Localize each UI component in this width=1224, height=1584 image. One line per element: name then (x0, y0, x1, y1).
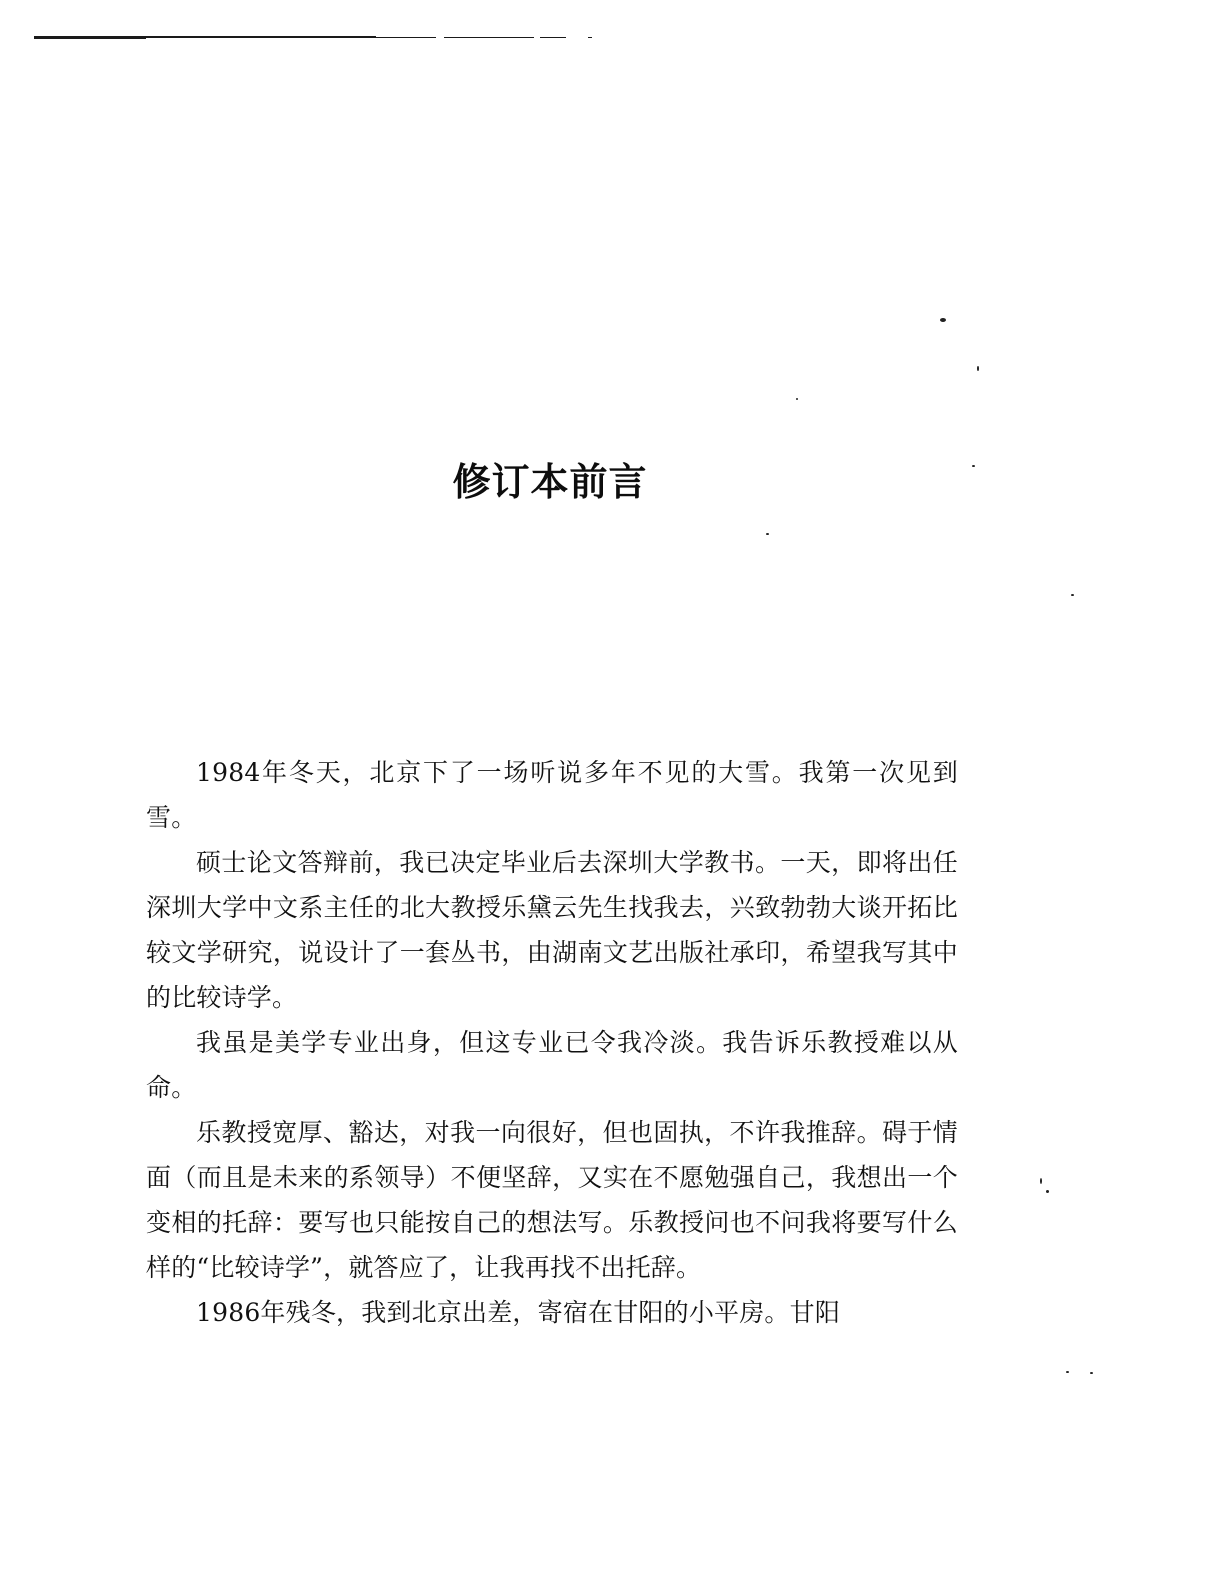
paragraph: 1986年残冬，我到北京出差，寄宿在甘阳的小平房。甘阳 (196, 1298, 841, 1327)
scan-speck (796, 398, 798, 400)
scan-speck (940, 318, 946, 322)
page-title: 修订本前言 (452, 460, 648, 505)
scan-speck (1040, 1178, 1042, 1184)
paragraph: 硕士论文答辩前，我已决定毕业后去深圳大学教书。一天，即将出任深圳大学中文系主任的北大教授乐黛云先生找我去，兴致勃勃大谈开拓比较文学研究，说设计了一套丛书，由湖南文艺出版社承印，希望我写其中的比较诗学。 (146, 848, 958, 1012)
scan-speck (977, 366, 979, 371)
paragraph: 我虽是美学专业出身，但这专业已令我冷淡。我告诉乐教授难以从命。 (146, 1028, 958, 1102)
scan-speck (1066, 1371, 1069, 1373)
scan-speck (1071, 594, 1074, 596)
paragraph: 乐教授宽厚、豁达，对我一向很好，但也固执，不许我推辞。碍于情面（而且是未来的系领导）不便坚辞，又实在不愿勉强自己，我想出一个变相的托辞：要写也只能按自己的想法写。乐教授问也不问我将要写什么样的“比较诗学”，就答应了，让我再找不出托辞。 (146, 1118, 958, 1282)
preface-body (146, 750, 958, 1335)
paragraph: 1984年冬天，北京下了一场听说多年不见的大雪。我第一次见到雪。 (146, 758, 958, 832)
scan-speck (1090, 1372, 1093, 1374)
scan-speck (1046, 1190, 1049, 1193)
scan-speck (766, 533, 769, 535)
